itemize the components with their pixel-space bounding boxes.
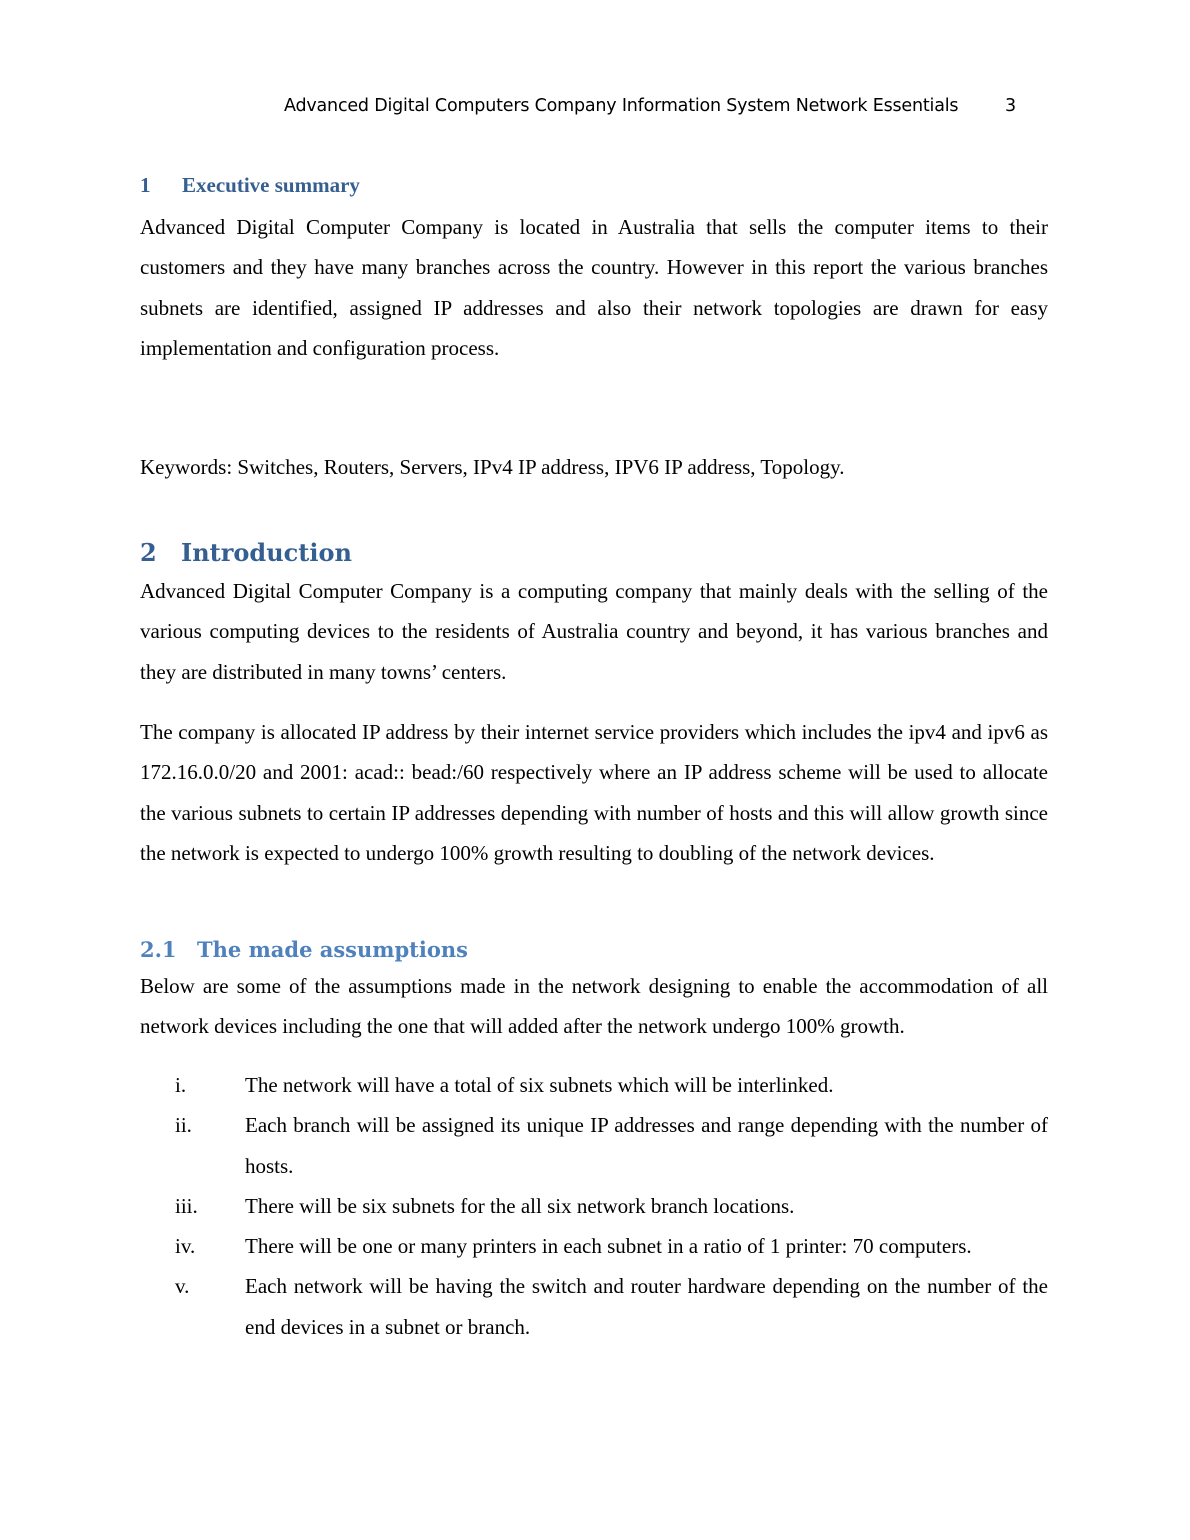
assumptions-intro-paragraph: Below are some of the assumptions made in the network designing to enable the accommodation of all network devices including the one that will added after the network undergo 100% growth. <box>140 974 1048 1039</box>
introduction-paragraph-2: The company is allocated IP address by their internet service providers which includes the ipv4 and ipv6 as 172.16.0.0/20 and 2001: acad:: bead:/60 respectively where an IP address scheme will be used to allocate the various subnets to certain IP addresses depending with number of hosts and this will allow growth since the network is expected to undergo 100% growth resulting to doubling of the network devices. <box>140 720 1048 865</box>
heading-number: 2 <box>140 538 157 567</box>
list-item-text: There will be one or many printers in each subnet in a ratio of 1 printer: 70 computers. <box>245 1234 972 1259</box>
list-item-text: Each network will be having the switch and router hardware depending on the number of the end devices in a subnet or branch. <box>245 1274 1048 1339</box>
list-item-text: There will be six subnets for the all six network branch locations. <box>245 1193 795 1218</box>
list-marker: iv. <box>175 1234 196 1259</box>
list-marker: ii. <box>175 1113 192 1138</box>
list-item <box>140 1105 1048 1186</box>
list-item-text: The network will have a total of six subnets which will be interlinked. <box>245 1073 834 1097</box>
heading-number: 2.1 <box>140 937 177 962</box>
keywords-line: Keywords: Switches, Routers, Servers, IPv4 IP address, IPV6 IP address, Topology. <box>140 455 845 479</box>
page-number: 3 <box>1005 96 1017 116</box>
heading-number: 1 <box>140 173 151 197</box>
list-item <box>140 1065 1048 1105</box>
heading-introduction <box>140 538 352 567</box>
heading-text: Introduction <box>181 538 352 567</box>
running-header-title: Advanced Digital Computers Company Information System Network Essentials <box>284 96 959 116</box>
list-item-text: Each branch will be assigned its unique IP addresses and range depending with the number of hosts. <box>245 1113 1048 1178</box>
heading-text: The made assumptions <box>197 937 468 962</box>
list-item <box>140 1266 1048 1347</box>
executive-summary-paragraph: Advanced Digital Computer Company is located in Australia that sells the computer items to their customers and they have many branches across the country. However in this report the various branches subnets are identified, assigned IP addresses and also their network topologies are drawn for easy implementation and configuration process. <box>140 215 1048 360</box>
list-item <box>140 1226 1048 1266</box>
introduction-paragraph-1: Advanced Digital Computer Company is a computing company that mainly deals with the selling of the various computing devices to the residents of Australia country and beyond, it has various branches and they are distributed in many towns’ centers. <box>140 579 1048 684</box>
list-marker: i. <box>175 1073 187 1097</box>
list-item <box>140 1186 1048 1226</box>
list-marker: iii. <box>175 1193 198 1218</box>
heading-assumptions <box>140 937 468 962</box>
heading-executive-summary <box>140 173 360 198</box>
list-marker: v. <box>175 1274 190 1299</box>
heading-text: Executive summary <box>182 173 360 197</box>
assumptions-list <box>140 1065 1048 1347</box>
